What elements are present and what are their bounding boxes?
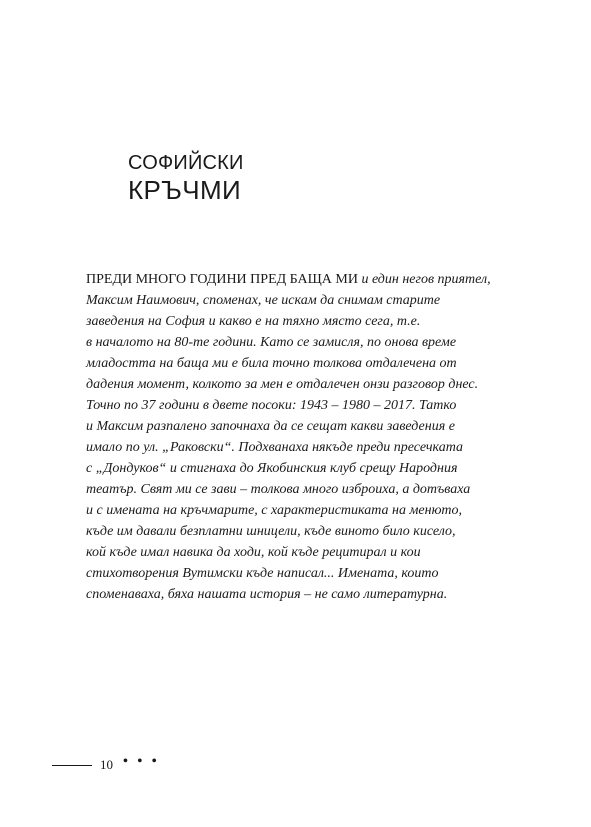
paragraph-line-9: имало по ул. „Раковски“. Подхванаха някъде преди пресечката [86,440,464,455]
paragraph-line-5: младостта на баща ми е била точно толкова отдалечена от [86,356,457,371]
paragraph-line-1 [86,269,506,290]
body-paragraph [86,269,506,605]
paragraph-line-12: и с имената на кръчмарите, с характеристиката на менюто, [86,503,463,518]
paragraph-line-7: Точно по 37 години в двете посоки: 1943 – 1980 – 2017. Татко [86,398,457,413]
paragraph-line-11: театър. Свят ми се зави – толкова много изброиха, а дотъваха [86,482,471,497]
paragraph-line-15: стихотворения Вутимски къде написал... Имената, които [86,566,439,581]
footer-dots-ornament: • • • [123,754,160,769]
paragraph-line-14: кой къде имал навика да ходи, кой къде рецитирал и кои [86,545,421,560]
paragraph-line-16: споменаваха, бяха нашата история – не само литературна. [86,587,448,602]
footer-rule [52,765,92,766]
chapter-title-line-2: КРЪЧМИ [128,175,242,205]
paragraph-line-4: в началото на 80-те години. Като се замисля, по онова време [86,335,457,350]
chapter-title [128,153,244,203]
paragraph-line-8: и Максим разпалено започнаха да се сещат какви заведения е [86,419,455,434]
page-number: 10 [100,757,113,772]
chapter-title-line-1: СОФИЙСКИ [128,152,244,174]
paragraph-line-13: къде им давали безплатни шницели, къде виното било кисело, [86,524,456,539]
paragraph-lead-in: ПРЕДИ МНОГО ГОДИНИ ПРЕД БАЩА МИ [86,272,358,287]
paragraph-line-1-rest: и един негов приятел, [357,272,491,287]
paragraph-line-6: дадения момент, колкото за мен е отдалечен онзи разговор днес. [86,377,479,392]
paragraph-line-10: с „Дондуков“ и стигнаха до Якобинския клуб срещу Народния [86,461,458,476]
paragraph-line-2: Максим Наимович, споменах, че искам да снимам старите [86,293,441,308]
page-footer [52,754,160,773]
paragraph-line-3: заведения на София и какво е на тяхно място сега, т.е. [86,314,421,329]
